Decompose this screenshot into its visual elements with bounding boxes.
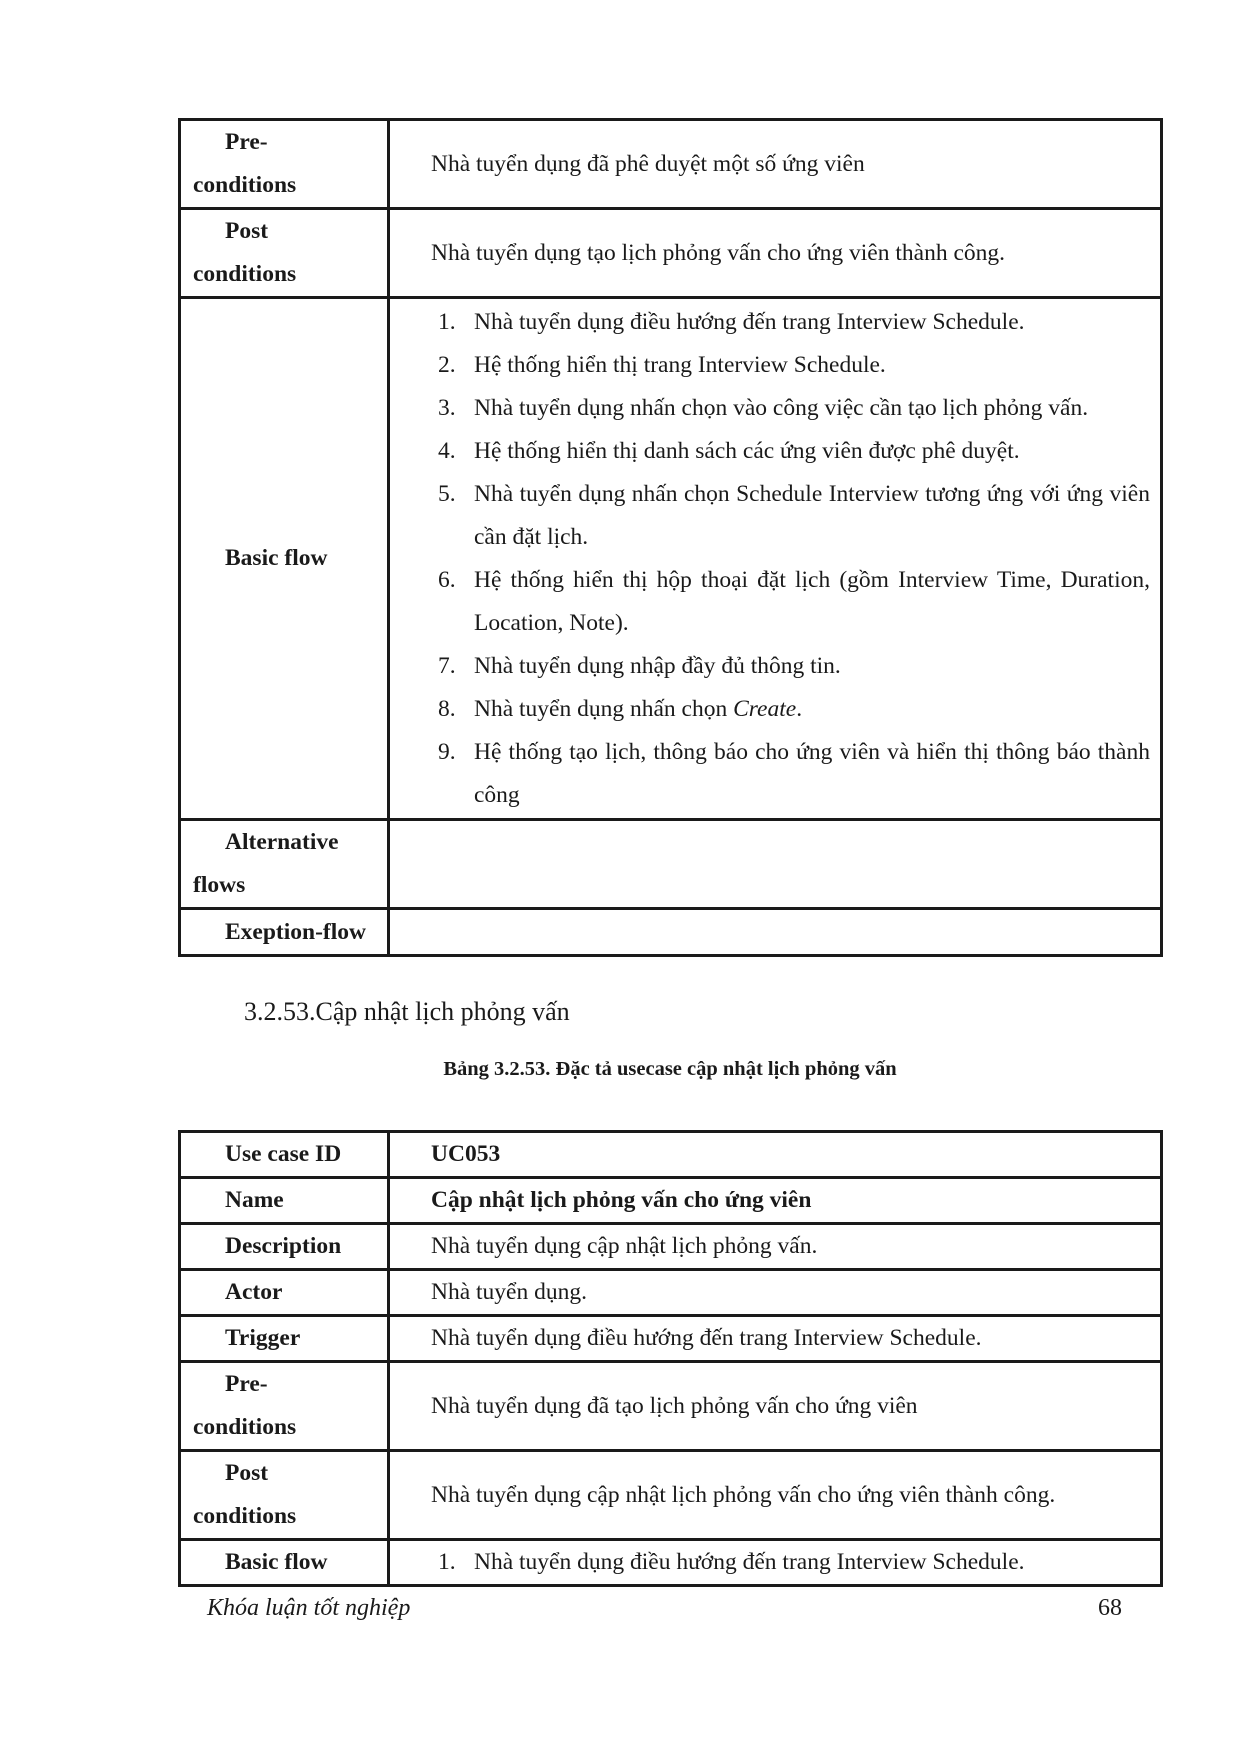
step-text: Nhà tuyển dụng nhập đầy đủ thông tin. (474, 652, 841, 679)
table-row-usecase-id (180, 1132, 1162, 1178)
usecase-table-uc053 (178, 1130, 1163, 1587)
row-label: Actor (180, 1270, 389, 1316)
row-label: Basic flow (180, 298, 389, 820)
row-value: Nhà tuyển dụng điều hướng đến trang Interview Schedule. (389, 1316, 1162, 1362)
row-label (180, 1362, 389, 1451)
list-item (438, 344, 1150, 387)
table-row-basic-flow (180, 1540, 1162, 1586)
step-number: 1. (438, 1549, 456, 1575)
row-label: Use case ID (180, 1132, 389, 1178)
row-label: Name (180, 1178, 389, 1224)
table-row-postconditions (180, 209, 1162, 298)
table-row-alternative-flows (180, 820, 1162, 909)
label-line-1: Pre- (225, 1371, 268, 1397)
table-caption: Bảng 3.2.53. Đặc tả usecase cập nhật lịch phỏng vấn (443, 1058, 897, 1080)
page-number: 68 (1098, 1595, 1122, 1621)
table-row-preconditions (180, 1362, 1162, 1451)
list-item (438, 473, 1150, 559)
label-line-1: Post (225, 1460, 269, 1486)
step-number: 7. (438, 652, 456, 679)
label-line-2: flows (193, 872, 246, 898)
step-text: Nhà tuyển dụng nhấn chọn vào công việc cần tạo lịch phỏng vấn. (474, 394, 1089, 421)
row-value: Nhà tuyển dụng cập nhật lịch phỏng vấn. (389, 1224, 1162, 1270)
step-number: 9. (438, 738, 456, 765)
step-number: 3. (438, 394, 456, 421)
table-row-actor (180, 1270, 1162, 1316)
step-text: Hệ thống tạo lịch, thông báo cho ứng viên và hiển thị thông báo thành công (474, 738, 1150, 808)
table-row-trigger (180, 1316, 1162, 1362)
row-label: Basic flow (180, 1540, 389, 1586)
row-label: Description (180, 1224, 389, 1270)
row-value: UC053 (389, 1132, 1162, 1178)
row-label (180, 1451, 389, 1540)
list-item (438, 688, 1150, 731)
step-text-end: . (796, 695, 803, 722)
list-item (438, 1541, 1150, 1584)
create-keyword: Create (733, 695, 797, 722)
list-item (438, 387, 1150, 430)
row-label: Trigger (180, 1316, 389, 1362)
row-value: Nhà tuyển dụng tạo lịch phỏng vấn cho ứng viên thành công. (389, 209, 1162, 298)
row-label (180, 209, 389, 298)
list-item (438, 731, 1150, 817)
list-item (438, 430, 1150, 473)
table-row-postconditions (180, 1451, 1162, 1540)
row-value: Nhà tuyển dụng cập nhật lịch phỏng vấn cho ứng viên thành công. (389, 1451, 1162, 1540)
table-row-basic-flow (180, 298, 1162, 820)
label-line-2: conditions (193, 172, 297, 198)
step-number: 1. (438, 308, 456, 335)
label-line-2: conditions (193, 1503, 297, 1529)
step-number: 4. (438, 437, 456, 464)
row-value (389, 909, 1162, 956)
step-text: Nhà tuyển dụng điều hướng đến trang Interview Schedule. (474, 308, 1025, 335)
list-item (438, 301, 1150, 344)
label-line-1: Pre- (225, 129, 268, 155)
table-row-exception-flow (180, 909, 1162, 956)
step-text: Nhà tuyển dụng nhấn chọn Schedule Interview tương ứng với ứng viên cần đặt lịch. (474, 480, 1150, 550)
basic-flow-steps (389, 1540, 1162, 1586)
label-line-1: Post (225, 218, 269, 244)
step-number: 6. (438, 566, 456, 593)
table-row-description (180, 1224, 1162, 1270)
list-item (438, 645, 1150, 688)
step-text: Hệ thống hiển thị danh sách các ứng viên được phê duyệt. (474, 437, 1020, 464)
row-label (180, 820, 389, 909)
label-line-2: conditions (193, 261, 297, 287)
step-list (390, 301, 1160, 817)
row-label (180, 120, 389, 209)
table-row-name (180, 1178, 1162, 1224)
basic-flow-steps (389, 298, 1162, 820)
step-text: Hệ thống hiển thị trang Interview Schedule. (474, 351, 886, 378)
step-text: Hệ thống hiển thị hộp thoại đặt lịch (gồm Interview Time, Duration, Location, Note). (474, 566, 1150, 636)
row-value: Nhà tuyển dụng đã phê duyệt một số ứng viên (389, 120, 1162, 209)
table-row-preconditions (180, 120, 1162, 209)
section-heading: 3.2.53.Cập nhật lịch phỏng vấn (244, 997, 570, 1026)
step-number: 2. (438, 351, 456, 378)
row-label: Exeption-flow (180, 909, 389, 956)
row-value: Nhà tuyển dụng. (389, 1270, 1162, 1316)
step-text (474, 688, 1150, 731)
usecase-table-uc052-continued (178, 118, 1163, 957)
step-number: 8. (438, 695, 456, 722)
row-value: Cập nhật lịch phỏng vấn cho ứng viên (389, 1178, 1162, 1224)
step-number: 5. (438, 480, 456, 507)
step-list (390, 1541, 1160, 1584)
label-line-2: conditions (193, 1414, 297, 1440)
row-value: Nhà tuyển dụng đã tạo lịch phỏng vấn cho ứng viên (389, 1362, 1162, 1451)
list-item (438, 559, 1150, 645)
label-line-1: Alternative (225, 829, 339, 855)
step-text: Nhà tuyển dụng điều hướng đến trang Interview Schedule. (474, 1549, 1025, 1575)
step-text-start: Nhà tuyển dụng nhấn chọn (474, 695, 734, 722)
row-value (389, 820, 1162, 909)
footer-title: Khóa luận tốt nghiệp (207, 1595, 411, 1621)
